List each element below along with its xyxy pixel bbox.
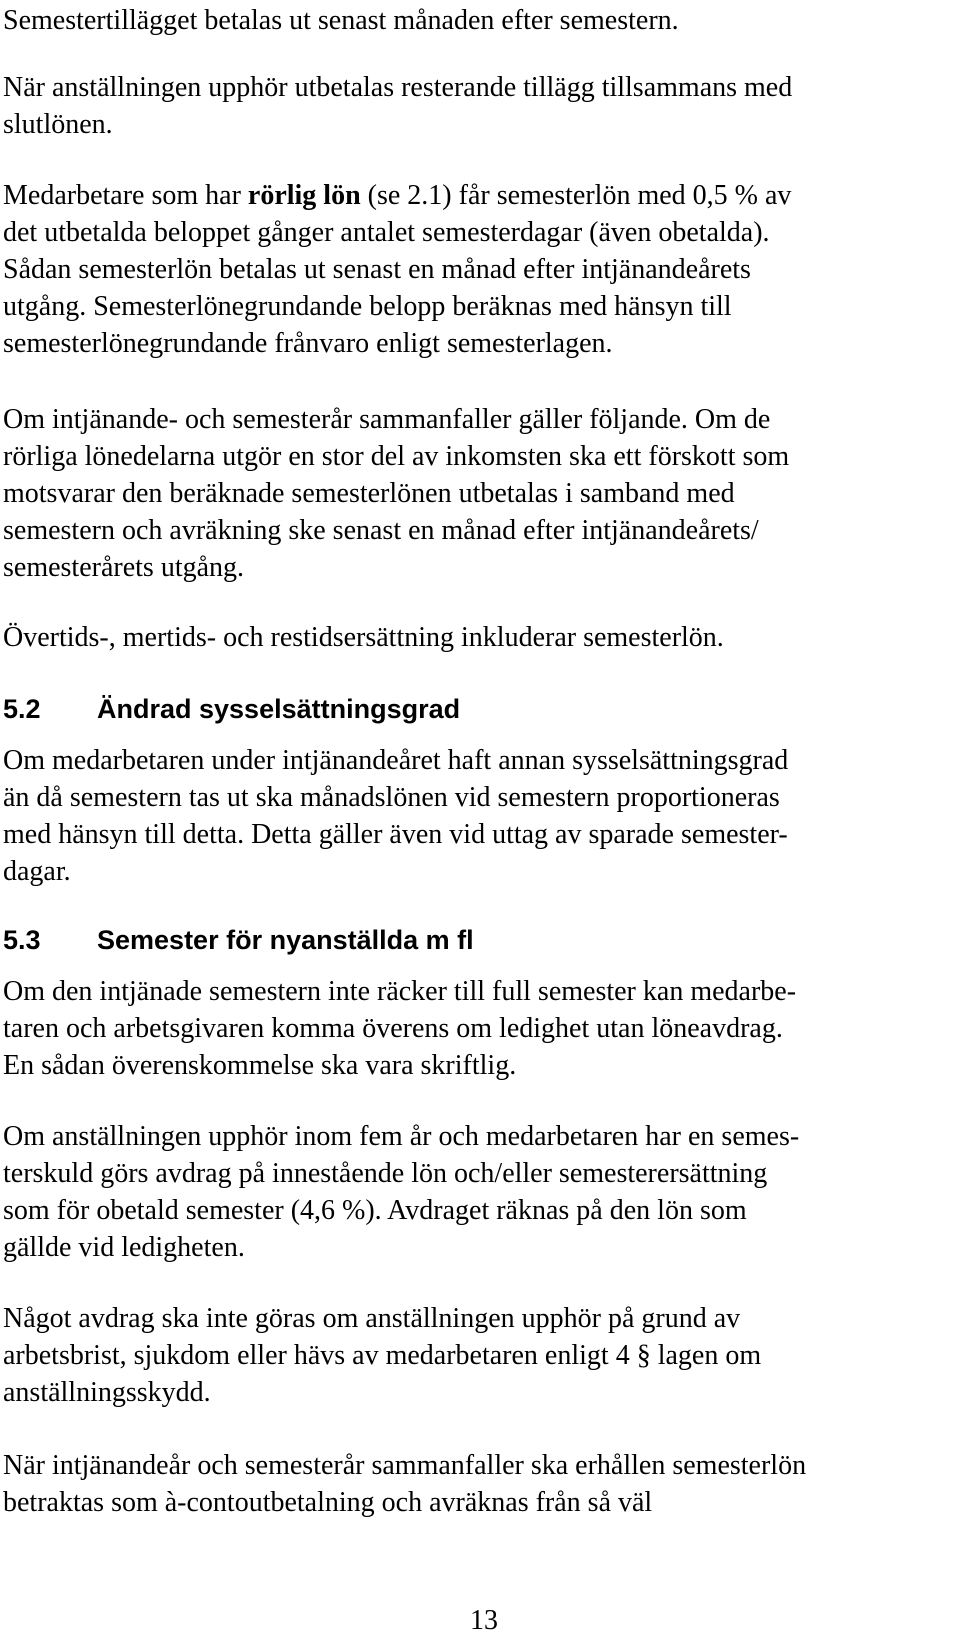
text-line: När intjänandeår och semesterår sammanfaller ska erhållen semesterlön bbox=[3, 1450, 807, 1481]
section-heading-5-3 bbox=[3, 923, 474, 957]
text-line: arbetsbrist, sjukdom eller hävs av medarbetaren enligt 4 § lagen om bbox=[3, 1340, 762, 1371]
paragraph-a-conto bbox=[3, 1447, 958, 1521]
paragraph-semestertillagg bbox=[3, 2, 958, 39]
text-line: semesterårets utgång. bbox=[3, 552, 245, 583]
text-line: Semestertillägget betalas ut senast månaden efter semestern. bbox=[3, 5, 679, 36]
text-line: betraktas som à-contoutbetalning och avräknas från så väl bbox=[3, 1487, 653, 1518]
text-line: Övertids-, mertids- och restidsersättning inkluderar semesterlön. bbox=[3, 622, 724, 653]
text-line: med hänsyn till detta. Detta gäller även vid uttag av sparade semester- bbox=[3, 819, 788, 850]
text-line: dagar. bbox=[3, 856, 71, 887]
paragraph-intjanande-semesterar bbox=[3, 401, 958, 586]
bold-term-rorlig-lon: rörlig lön bbox=[247, 180, 361, 211]
text-line: En sådan överenskommelse ska vara skriftlig. bbox=[3, 1050, 517, 1081]
text-line: Om medarbetaren under intjänandeåret haft annan sysselsättningsgrad bbox=[3, 745, 789, 776]
text-line: det utbetalda beloppet gånger antalet semesterdagar (även obetalda). bbox=[3, 217, 770, 248]
text-line: När anställningen upphör utbetalas resterande tillägg tillsammans med bbox=[3, 72, 793, 103]
text-line: gällde vid ledigheten. bbox=[3, 1232, 245, 1263]
text-line: Om intjänande- och semesterår sammanfaller gäller följande. Om de bbox=[3, 404, 771, 435]
text-line: anställningsskydd. bbox=[3, 1377, 211, 1408]
text-segment: (se 2.1) får semesterlön med 0,5 % av bbox=[360, 180, 792, 211]
section-number: 5.3 bbox=[3, 925, 41, 955]
section-title: Semester för nyanställda m fl bbox=[97, 925, 474, 955]
text-line bbox=[3, 177, 958, 214]
paragraph-sysselsattningsgrad bbox=[3, 742, 958, 890]
text-line: Något avdrag ska inte göras om anställningen upphör på grund av bbox=[3, 1303, 741, 1334]
text-line: Om den intjänade semestern inte räcker till full semester kan medarbe- bbox=[3, 976, 797, 1007]
paragraph-intjanade-semester bbox=[3, 973, 958, 1084]
section-heading-5-2 bbox=[3, 692, 460, 726]
text-line: motsvarar den beräknade semesterlönen utbetalas i samband med bbox=[3, 478, 735, 509]
text-line: Om anställningen upphör inom fem år och medarbetaren har en semes- bbox=[3, 1121, 800, 1152]
paragraph-rorlig-lon bbox=[3, 177, 958, 362]
section-title: Ändrad sysselsättningsgrad bbox=[97, 694, 461, 724]
paragraph-anstallning-upphor bbox=[3, 69, 958, 143]
text-line: slutlönen. bbox=[3, 109, 113, 140]
paragraph-semesterskuld bbox=[3, 1118, 958, 1266]
text-line: Sådan semesterlön betalas ut senast en månad efter intjänandeårets bbox=[3, 254, 751, 285]
text-line: rörliga lönedelarna utgör en stor del av inkomsten ska ett förskott som bbox=[3, 441, 790, 472]
page-number: 13 bbox=[470, 1605, 498, 1636]
section-number: 5.2 bbox=[3, 694, 41, 724]
text-line: som för obetald semester (4,6 %). Avdraget räknas på den lön som bbox=[3, 1195, 747, 1226]
text-line: utgång. Semesterlönegrundande belopp beräknas med hänsyn till bbox=[3, 291, 732, 322]
text-line: än då semestern tas ut ska månadslönen vid semestern proportioneras bbox=[3, 782, 780, 813]
text-line: terskuld görs avdrag på innestående lön och/eller semesterersättning bbox=[3, 1158, 768, 1189]
paragraph-overtid bbox=[3, 619, 958, 656]
text-line: semestern och avräkning ske senast en månad efter intjänandeårets/ bbox=[3, 515, 759, 546]
paragraph-avdrag-undantag bbox=[3, 1300, 958, 1411]
text-line: taren och arbetsgivaren komma överens om ledighet utan löneavdrag. bbox=[3, 1013, 783, 1044]
text-line: semesterlönegrundande frånvaro enligt semesterlagen. bbox=[3, 328, 613, 359]
text-segment: Medarbetare som har bbox=[3, 180, 248, 211]
